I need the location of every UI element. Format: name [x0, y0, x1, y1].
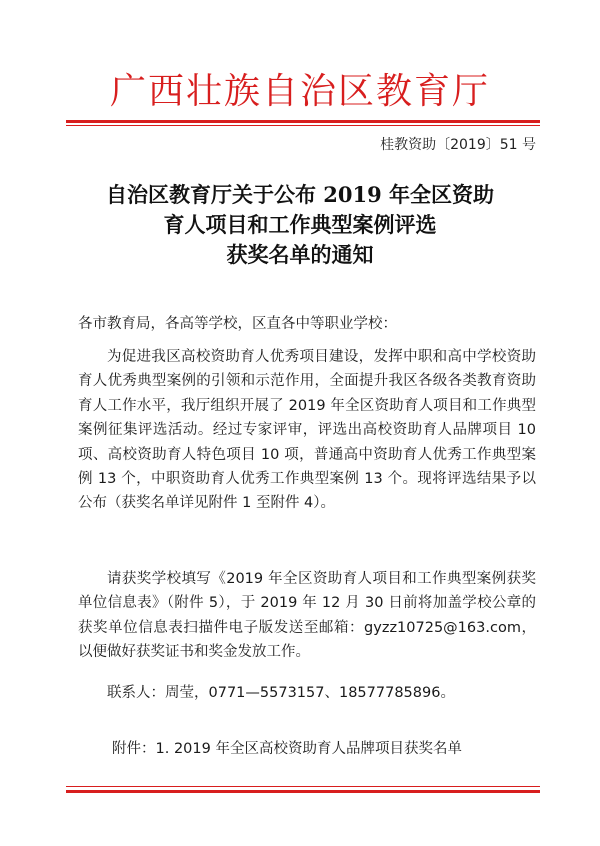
issuing-organization: 广西壮族自治区教育厅 — [109, 71, 490, 112]
title-line-3: 获奖名单的通知 — [226, 242, 374, 267]
document-title — [0, 180, 600, 270]
footer-rule-thick — [66, 790, 540, 793]
title-line-1: 自治区教育厅关于公布 2019 年全区资助 — [105, 182, 495, 207]
body-paragraph-2-wrap — [78, 567, 536, 665]
body-paragraph-1-wrap — [78, 345, 536, 516]
body-paragraph-2: 请获奖学校填写《2019 年全区资助育人项目和工作典型案例获奖单位信息表》（附件 5），于 2019 年 12 月 30 日前将加盖学校公章的获奖单位信息表扫描件电子版发送至邮箱：gyzz10725@163.com，以便做好获奖证书和奖金发放工作。 — [78, 571, 536, 661]
attachment-line: 附件：1. 2019 年全区高校资助育人品牌项目获奖名单 — [112, 741, 462, 757]
body-paragraph-3-wrap — [78, 681, 536, 705]
contact-line: 联系人：周莹，0771—5573157、18577785896。 — [107, 685, 455, 701]
header-rule-thin — [66, 125, 540, 126]
body-paragraph-1: 为促进我区高校资助育人优秀项目建设，发挥中职和高中学校资助育人优秀典型案例的引领和示范作用，全面提升我区各级各类教育资助育人工作水平，我厅组织开展了 2019 年全区资助育人项目和工作典型案例征集评选活动。经过专家评审，评选出高校资助育人品牌项目 10 项、高校资助育人特色项目 10 项，普通高中资助育人优秀工作典型案例 13 个，中职资助育人优秀工作典型案例 13 个。现将评选结果予以公布（获奖名单详见附件 1 至附件 4）。 — [78, 349, 536, 512]
document-number: 桂教资助〔2019〕51 号 — [380, 137, 536, 153]
header-rule-thick — [66, 120, 540, 123]
title-line-2: 育人项目和工作典型案例评选 — [163, 212, 437, 237]
footer-rule-thin — [66, 786, 540, 787]
salutation: 各市教育局，各高等学校，区直各中等职业学校： — [78, 316, 397, 332]
